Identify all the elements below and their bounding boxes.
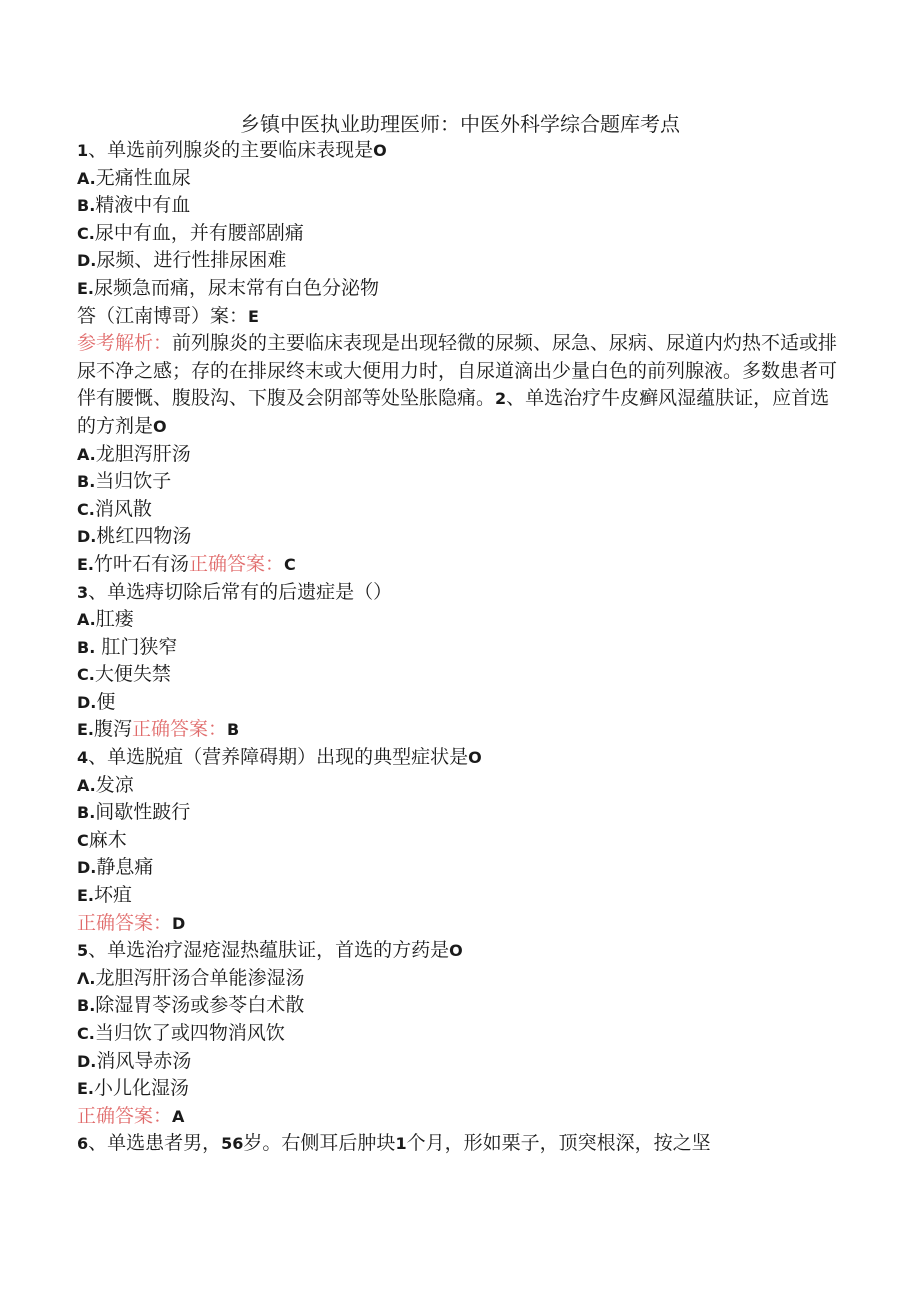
question-1-option-a: A.无痛性血尿 [77,166,191,189]
question-2-option-d: D.桃红四物汤 [77,525,192,548]
question-5-option-e: E.小儿化湿汤 [77,1077,190,1100]
question-3-option-c: C.大便失禁 [77,663,171,686]
question-1-option-d: D.尿频、进行性排尿困难 [77,249,287,272]
question-4-option-d: D.静息痛 [77,856,154,879]
question-4-option-a: A.发凉 [77,773,134,796]
question-4-stem: 4、单选脱疽（营养障碍期）出现的典型症状是O [77,746,482,769]
question-1-answer: 答（江南博哥）案：E [77,304,259,327]
question-1-stem: 1、单选前列腺炎的主要临床表现是O [77,139,387,161]
question-4-option-c: C麻木 [77,828,127,851]
question-2-option-a: A.龙胆泻肝汤 [77,442,191,465]
question-5-option-a: Λ.龙胆泻肝汤合单能渗湿汤 [77,966,305,989]
question-6-stem: 6、单选患者男，56岁。右侧耳后肿块1个月，形如栗子，顶突根深，按之坚 [77,1132,711,1155]
question-5-option-b: B.除湿胃苓汤或参苓白术散 [77,994,305,1017]
question-1-option-b: B.精液中有血 [77,194,191,217]
question-1-option-e: E.尿频急而痛，尿末常有白色分泌物 [77,276,380,299]
question-2-option-b: B.当归饮子 [77,470,172,493]
question-3-option-d: D.便 [77,690,116,713]
question-4-answer: 正确答案：D [77,911,186,934]
question-3-option-b: B. 肛门狭窄 [77,635,178,658]
question-5-stem: 5、单选治疗湿疮湿热蕴肤证，首选的方药是O [77,939,463,962]
question-1-analysis: 参考解析：前列腺炎的主要临床表现是出现轻微的尿频、尿急、尿病、尿道内灼热不适或排尿不净之感；存的在排尿终末或大便用力时，自尿道滴出少量白色的前列腺液。多数患者可伴有腰慨、腹股沟、下腹及会阴部等处坠胀隐痛。2、单选治疗牛皮癣风湿蕴肤证，应首选的方剂是O [77,332,838,437]
question-2-option-c: C.消风散 [77,497,152,520]
document-body [77,137,847,1158]
question-4-option-e: E.坏疽 [77,884,133,907]
question-3-option-a: A.肛瘘 [77,608,134,631]
question-5-answer: 正确答案：A [77,1104,185,1127]
question-1-option-c: C.尿中有血，并有腰部剧痛 [77,221,304,244]
document-title: 乡镇中医执业助理医师：中医外科学综合题库考点 [240,112,680,136]
question-3-stem: 3、单选痔切除后常有的后遗症是（） [77,580,393,603]
question-5-option-d: D.消风导赤汤 [77,1049,192,1072]
question-5-option-c: C.当归饮了或四物消风饮 [77,1022,285,1044]
question-3-option-e: E.腹泻正确答案：B [77,718,240,741]
question-4-option-b: B.间歇性跛行 [77,801,191,824]
question-2-option-e: E.竹叶石有汤正确答案：C [77,552,296,575]
